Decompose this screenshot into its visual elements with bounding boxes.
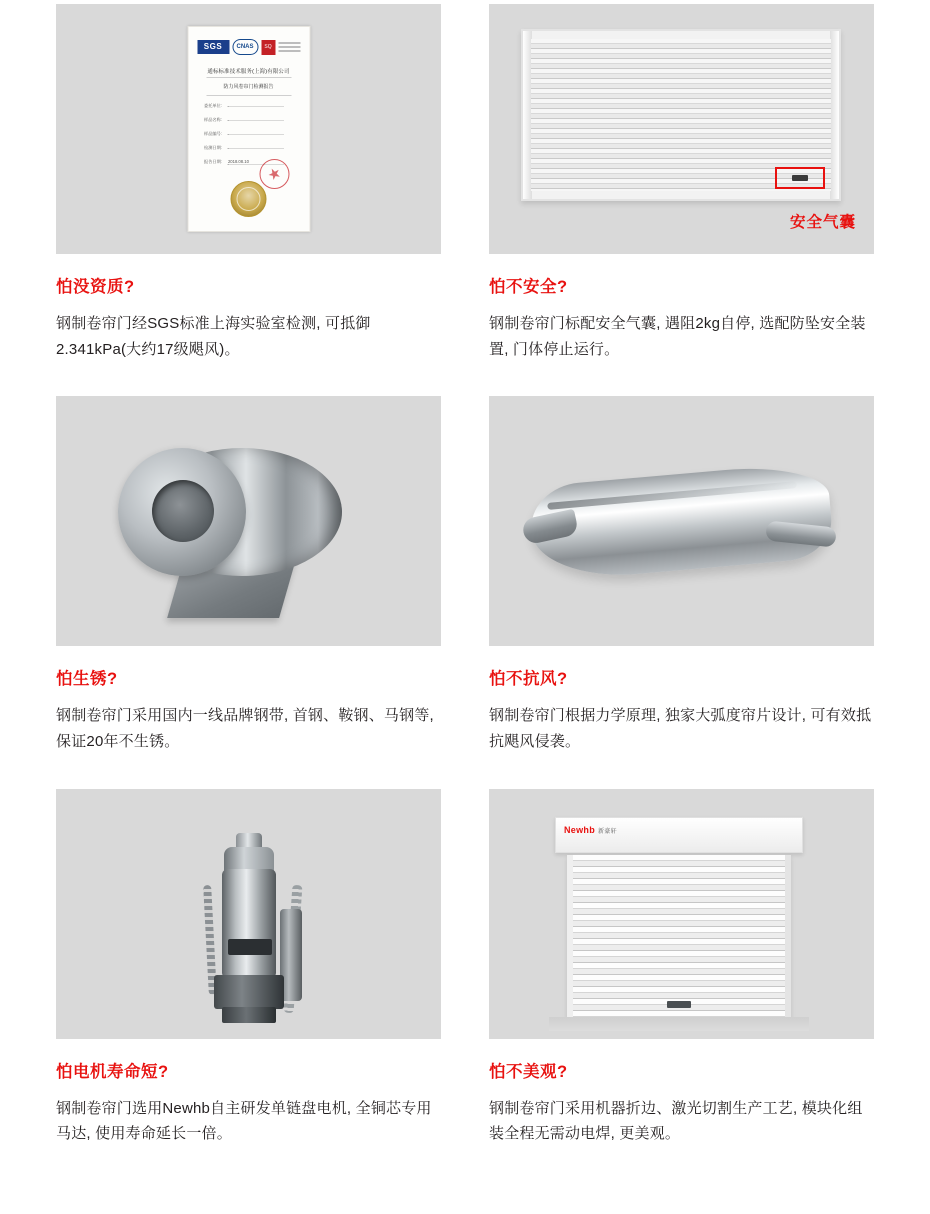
gold-seal-icon bbox=[231, 181, 267, 217]
certificate-field-value bbox=[228, 134, 284, 135]
certificate-image bbox=[56, 4, 441, 254]
cnas-logo-icon: CNAS bbox=[232, 39, 258, 55]
certificate-subtitle: 防力风卷帘门检测报告 bbox=[223, 84, 274, 90]
feature-card-rust bbox=[56, 396, 441, 788]
certificate-field-row bbox=[204, 117, 284, 123]
red-stamp-icon bbox=[259, 159, 289, 189]
door-brand-name: Newhb bbox=[564, 824, 596, 835]
feature-heading: 怕不安全? bbox=[489, 278, 568, 296]
airbag-callout-label: 安全气囊 bbox=[789, 214, 856, 231]
motor-base-foot bbox=[222, 1007, 276, 1023]
airbag-callout-box bbox=[775, 167, 825, 189]
shutter-panel-graphic bbox=[521, 29, 841, 201]
feature-body: 钢制卷帘门经SGS标准上海实验室检测, 可抵御2.341kPa(大约17级飓风)。 bbox=[56, 314, 371, 358]
feature-heading: 怕电机寿命短? bbox=[56, 1062, 169, 1081]
feature-body: 钢制卷帘门标配安全气囊, 遇阻2kg自停, 选配防坠安全装置, 门体停止运行。 bbox=[489, 314, 866, 358]
motor-base bbox=[214, 975, 284, 1009]
feature-card-appearance bbox=[489, 789, 874, 1181]
certificate-field-label: 样品编号： bbox=[204, 131, 225, 136]
feature-body: 钢制卷帘门采用国内一线品牌钢带, 首钢、鞍钢、马钢等, 保证20年不生锈。 bbox=[56, 707, 434, 750]
door-floor-shadow bbox=[549, 1017, 809, 1031]
certificate-field-row bbox=[204, 103, 284, 109]
certificate-field-value bbox=[228, 148, 284, 149]
certificate-field-value bbox=[228, 120, 284, 121]
steel-coil-graphic bbox=[56, 396, 441, 646]
sq-seal-icon: SQ bbox=[261, 40, 275, 55]
certificate-document bbox=[187, 26, 310, 232]
feature-body: 钢制卷帘门选用Newhb自主研发单链盘电机, 全铜芯专用马达, 使用寿命延长一倍。 bbox=[56, 1099, 432, 1143]
door-headbox bbox=[555, 817, 803, 853]
certificate-field-row bbox=[204, 145, 284, 151]
feature-card-qualification bbox=[56, 4, 441, 396]
certificate-divider bbox=[206, 77, 291, 78]
certificate-field-label: 报告日期： bbox=[204, 159, 225, 164]
certificate-field-value bbox=[228, 106, 284, 107]
door-lock-icon bbox=[667, 1001, 691, 1008]
feature-heading: 怕没资质? bbox=[56, 278, 135, 296]
shutter-right-rail bbox=[830, 31, 839, 199]
feature-heading: 怕生锈? bbox=[56, 670, 118, 689]
certificate-field-label: 检测日期： bbox=[204, 145, 225, 150]
door-curtain bbox=[567, 855, 791, 1023]
barcode-icon bbox=[278, 42, 300, 52]
feature-body: 钢制卷帘门根据力学原理, 独家大弧度帘片设计, 可有效抵抗飓风侵袭。 bbox=[489, 707, 872, 750]
feature-card-motorlife bbox=[56, 789, 441, 1181]
door-brand-sub: 新豪轩 bbox=[598, 828, 617, 835]
certificate-divider bbox=[206, 95, 291, 96]
coil-center-hole bbox=[152, 480, 214, 542]
motor-nameplate bbox=[228, 939, 272, 955]
certificate-field-row bbox=[204, 131, 284, 137]
curved-slat-image bbox=[489, 396, 874, 646]
certificate-title: 通标标准技术服务(上海)有限公司 bbox=[207, 69, 290, 75]
certificate-logo-row bbox=[197, 37, 300, 57]
motor-image bbox=[56, 789, 441, 1039]
door-brand-label bbox=[564, 825, 617, 835]
certificate-date-value: 2018.08.10 bbox=[228, 159, 284, 165]
steel-coil-image bbox=[56, 396, 441, 646]
shutter-panel-image bbox=[489, 4, 874, 254]
feature-body: 钢制卷帘门采用机器折边、激光切割生产工艺, 模块化组装全程无需动电焊, 更美观。 bbox=[489, 1099, 863, 1143]
rolling-door-image bbox=[489, 789, 874, 1039]
certificate-field-label: 样品名称： bbox=[204, 117, 225, 122]
feature-heading: 怕不抗风? bbox=[489, 670, 568, 689]
sgs-logo-icon: SGS bbox=[197, 40, 229, 54]
feature-card-windresistance bbox=[489, 396, 874, 788]
feature-card-safety bbox=[489, 4, 874, 396]
motor-body bbox=[222, 869, 276, 977]
feature-heading: 怕不美观? bbox=[489, 1062, 568, 1081]
certificate-field-label: 委托单位： bbox=[204, 103, 225, 108]
